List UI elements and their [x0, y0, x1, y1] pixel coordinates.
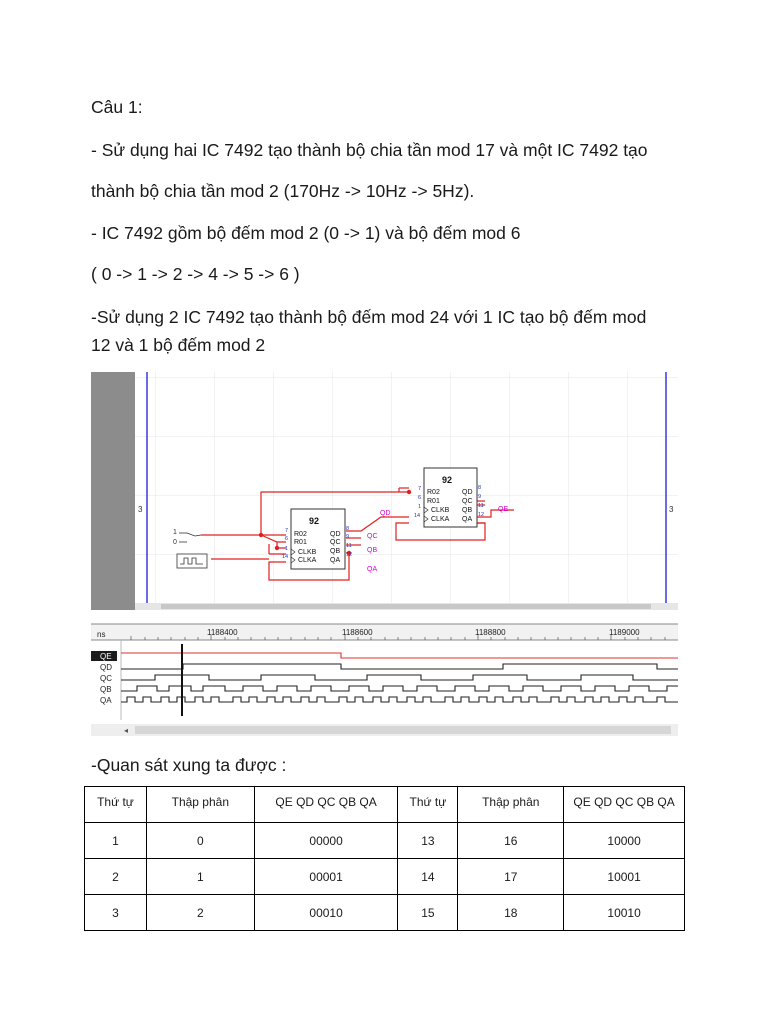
header-decimal-2: Thập phân — [458, 787, 564, 823]
table-header-row — [85, 787, 685, 823]
chip-1-pin-qc: QC — [330, 539, 341, 546]
table-cell: 14 — [398, 859, 458, 895]
chip-1-pin-r02: R02 — [294, 531, 307, 538]
chip-2-pin-r01: R01 — [427, 498, 440, 505]
net-label-qc: QC — [367, 533, 378, 540]
text-line-1: - Sử dụng hai IC 7492 tạo thành bộ chia tần mod 17 và một IC 7492 tạo — [91, 140, 648, 160]
junction-dot — [259, 533, 263, 537]
scroll-left-icon[interactable]: ◂ — [124, 726, 129, 735]
table-row — [85, 895, 685, 931]
text-line-2: thành bộ chia tần mod 2 (170Hz -> 10Hz -> 5Hz). — [91, 181, 475, 201]
chip-1-pinnum-6: 6 — [285, 536, 289, 542]
text-line-4: ( 0 -> 1 -> 2 -> 4 -> 5 -> 6 ) — [91, 264, 300, 284]
signal-name-qb[interactable]: QB — [100, 685, 112, 694]
chip-1-pinnum-14: 14 — [282, 554, 289, 560]
chip-2-pinnum-7: 7 — [418, 486, 422, 492]
ic-7492-chip-2 — [414, 468, 484, 527]
table-cell: 16 — [458, 823, 564, 859]
table-cell: 1 — [85, 823, 147, 859]
table-cell: 3 — [85, 895, 147, 931]
chip-2-pinnum-11: 11 — [478, 503, 484, 509]
chip-2-pin-qa: QA — [462, 516, 473, 523]
chip-1-pin-clkb: CLKB — [298, 549, 317, 556]
signal-name-qe[interactable]: QE — [100, 652, 112, 661]
observe-text: -Quan sát xung ta được : — [91, 755, 287, 775]
chip-1-pinnum-8: 8 — [346, 526, 350, 532]
net-label-qd: QD — [380, 510, 391, 517]
header-order: Thứ tự — [85, 787, 147, 823]
table-cell: 10000 — [564, 823, 685, 859]
chip-1-pinnum-11: 11 — [346, 543, 352, 549]
chip-2-pin-qb: QB — [462, 507, 473, 514]
time-mark-1: 1188400 — [207, 628, 238, 637]
chip-1-label: 92 — [309, 516, 320, 526]
header-bits: QE QD QC QB QA — [254, 787, 398, 823]
table-cell: 00010 — [254, 895, 398, 931]
table-cell: 13 — [398, 823, 458, 859]
input-zero-label: 0 — [173, 539, 177, 546]
chip-2-pinnum-12: 12 — [478, 512, 485, 518]
table-row — [85, 823, 685, 859]
chip-2-pin-qc: QC — [462, 498, 473, 505]
chip-2-pinnum-6: 6 — [418, 495, 422, 501]
sheet-marker-right: 3 — [669, 505, 674, 514]
chip-2-pin-r02: R02 — [427, 489, 440, 496]
net-label-qe: QE — [498, 506, 509, 513]
table-cell: 2 — [85, 859, 147, 895]
sheet-marker-left: 3 — [138, 505, 143, 514]
header-bits-2: QE QD QC QB QA — [564, 787, 685, 823]
time-mark-3: 1188800 — [475, 628, 506, 637]
junction-dot — [275, 546, 279, 550]
table-cell: 2 — [146, 895, 254, 931]
ic-7492-chip-1 — [282, 509, 352, 569]
schematic-scroll-thumb[interactable] — [161, 604, 651, 609]
table-row — [85, 859, 685, 895]
chip-1-pinnum-1: 1 — [285, 546, 289, 552]
table-cell: 15 — [398, 895, 458, 931]
time-unit-label: ns — [97, 630, 106, 639]
waveform-scroll-thumb[interactable] — [135, 726, 671, 734]
chip-2-pin-clka: CLKA — [431, 516, 450, 523]
schematic-svg — [91, 372, 678, 610]
truth-table — [84, 786, 685, 931]
question-heading: Câu 1: — [91, 97, 143, 117]
circuit-schematic — [91, 372, 678, 610]
chip-1-pin-qd: QD — [330, 531, 341, 538]
chip-2-pin-clkb: CLKB — [431, 507, 450, 514]
table-cell: 10001 — [564, 859, 685, 895]
net-label-qb: QB — [367, 547, 378, 554]
table-cell: 00001 — [254, 859, 398, 895]
left-gray-margin — [91, 372, 135, 610]
signal-name-qd[interactable]: QD — [100, 663, 112, 672]
table-cell: 0 — [146, 823, 254, 859]
chip-1-pin-r01: R01 — [294, 539, 307, 546]
waveform-svg — [91, 610, 678, 736]
chip-2-pinnum-8: 8 — [478, 485, 482, 491]
text-line-6: 12 và 1 bộ đếm mod 2 — [91, 335, 266, 355]
header-order-2: Thứ tự — [398, 787, 458, 823]
text-line-5: -Sử dụng 2 IC 7492 tạo thành bộ đếm mod 24 với 1 IC tạo bộ đếm mod — [91, 307, 647, 327]
chip-1-pin-qa: QA — [330, 557, 341, 564]
time-mark-4: 1189000 — [609, 628, 640, 637]
chip-1-pinnum-9: 9 — [346, 534, 350, 540]
chip-1-pin-qb: QB — [330, 548, 341, 555]
chip-2-label: 92 — [442, 475, 453, 485]
chip-2-pinnum-14: 14 — [414, 513, 421, 519]
chip-2-pinnum-9: 9 — [478, 494, 482, 500]
chip-1-pin-clka: CLKA — [298, 557, 317, 564]
text-line-3: - IC 7492 gồm bộ đếm mod 2 (0 -> 1) và bộ đếm mod 6 — [91, 223, 521, 243]
junction-dot — [407, 490, 411, 494]
chip-2-pin-qd: QD — [462, 489, 473, 496]
table-cell: 18 — [458, 895, 564, 931]
table-cell: 10010 — [564, 895, 685, 931]
chip-1-pinnum-7: 7 — [285, 528, 289, 534]
time-mark-2: 1188600 — [342, 628, 373, 637]
chip-2-pinnum-1: 1 — [418, 504, 422, 510]
chip-1-pinnum-12: 12 — [346, 552, 353, 558]
signal-name-qa[interactable]: QA — [100, 696, 112, 705]
table-cell: 1 — [146, 859, 254, 895]
net-label-qa: QA — [367, 566, 378, 573]
header-decimal: Thập phân — [146, 787, 254, 823]
table-cell: 17 — [458, 859, 564, 895]
signal-name-qc[interactable]: QC — [100, 674, 112, 683]
table-cell: 00000 — [254, 823, 398, 859]
waveform-viewer — [91, 610, 678, 736]
input-one-label: 1 — [173, 529, 177, 536]
